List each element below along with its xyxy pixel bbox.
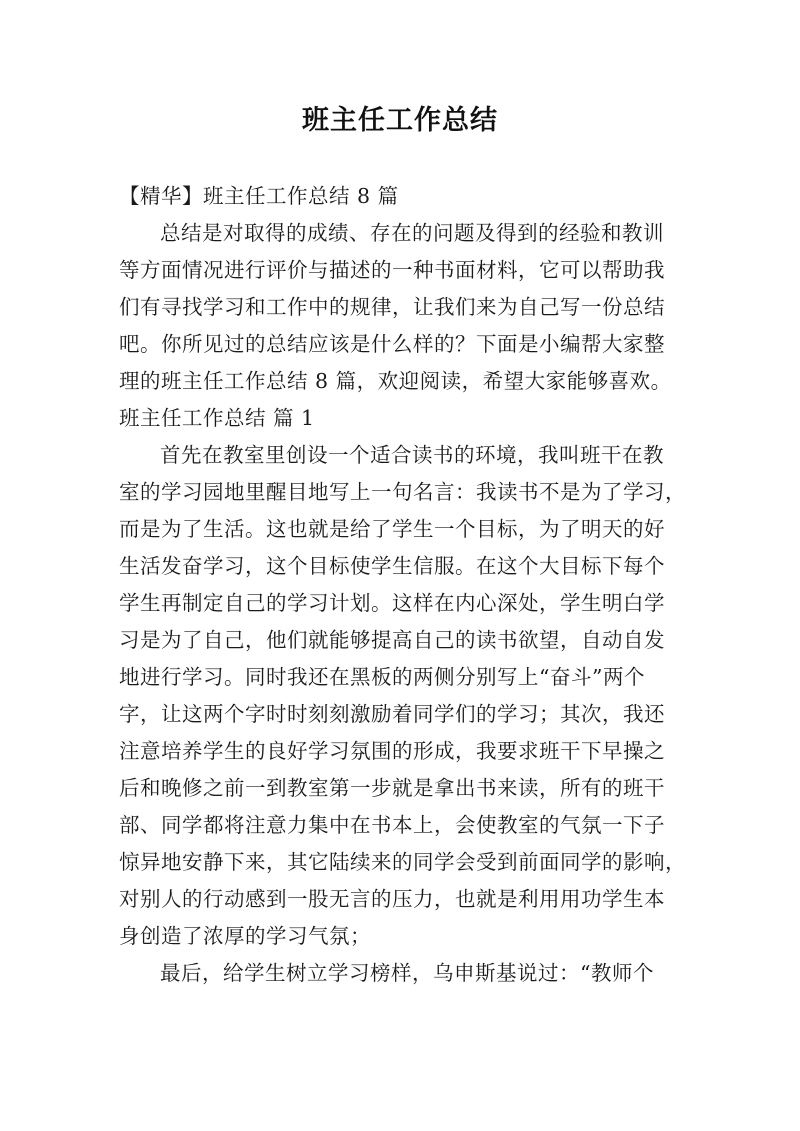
paragraph-line: 生活发奋学习，这个目标使学生信服。在这个大目标下每个 xyxy=(119,554,665,578)
paragraph-line: 学生再制定自己的学习计划。这样在内心深处，学生明白学 xyxy=(119,591,665,615)
paragraph-line: 后和晚修之前一到教室第一步就是拿出书来读，所有的班干 xyxy=(119,776,665,800)
paragraph-line: 首先在教室里创设一个适合读书的环境，我叫班干在教 xyxy=(160,443,664,467)
paragraph-line: 对别人的行动感到一股无言的压力，也就是利用用功学生本 xyxy=(119,887,665,911)
document-title: 班主任工作总结 xyxy=(302,105,498,136)
paragraph-line: 注意培养学生的良好学习氛围的形成，我要求班干下早操之 xyxy=(119,739,665,763)
subtitle-line: 【精华】班主任工作总结 8 篇 xyxy=(119,184,399,208)
intro-line: 总结是对取得的成绩、存在的问题及得到的经验和教训 xyxy=(160,221,664,245)
paragraph-line: 最后，给学生树立学习榜样，乌申斯基说过：“教师个 xyxy=(160,961,654,985)
intro-line: 理的班主任工作总结 8 篇，欢迎阅读，希望大家能够喜欢。 xyxy=(119,369,672,393)
paragraph-line: 地进行学习。同时我还在黑板的两侧分别写上“奋斗”两个 xyxy=(119,665,645,689)
paragraph-line: 部、同学都将注意力集中在书本上，会使教室的气氛一下子 xyxy=(119,813,665,837)
document-body xyxy=(119,178,691,992)
paragraph-line: 而是为了生活。这也就是给了学生一个目标，为了明天的好 xyxy=(119,517,665,541)
paragraph-line: 字，让这两个字时时刻刻激励着同学们的学习；其次，我还 xyxy=(119,702,665,726)
paragraph-line: 习是为了自己，他们就能够提高自己的读书欲望，自动自发 xyxy=(119,628,665,652)
paragraph-line: 身创造了浓厚的学习气氛； xyxy=(119,924,371,948)
intro-line: 吧。你所见过的总结应该是什么样的？下面是小编帮大家整 xyxy=(119,332,665,356)
paragraph-line: 惊异地安静下来，其它陆续来的同学会受到前面同学的影响， xyxy=(119,850,686,874)
paragraph-line: 室的学习园地里醒目地写上一句名言：我读书不是为了学习， xyxy=(119,480,686,504)
intro-line: 等方面情况进行评价与描述的一种书面材料，它可以帮助我 xyxy=(119,258,665,282)
intro-line: 们有寻找学习和工作中的规律，让我们来为自己写一份总结 xyxy=(119,295,665,319)
section-heading: 班主任工作总结 篇 1 xyxy=(119,406,315,430)
